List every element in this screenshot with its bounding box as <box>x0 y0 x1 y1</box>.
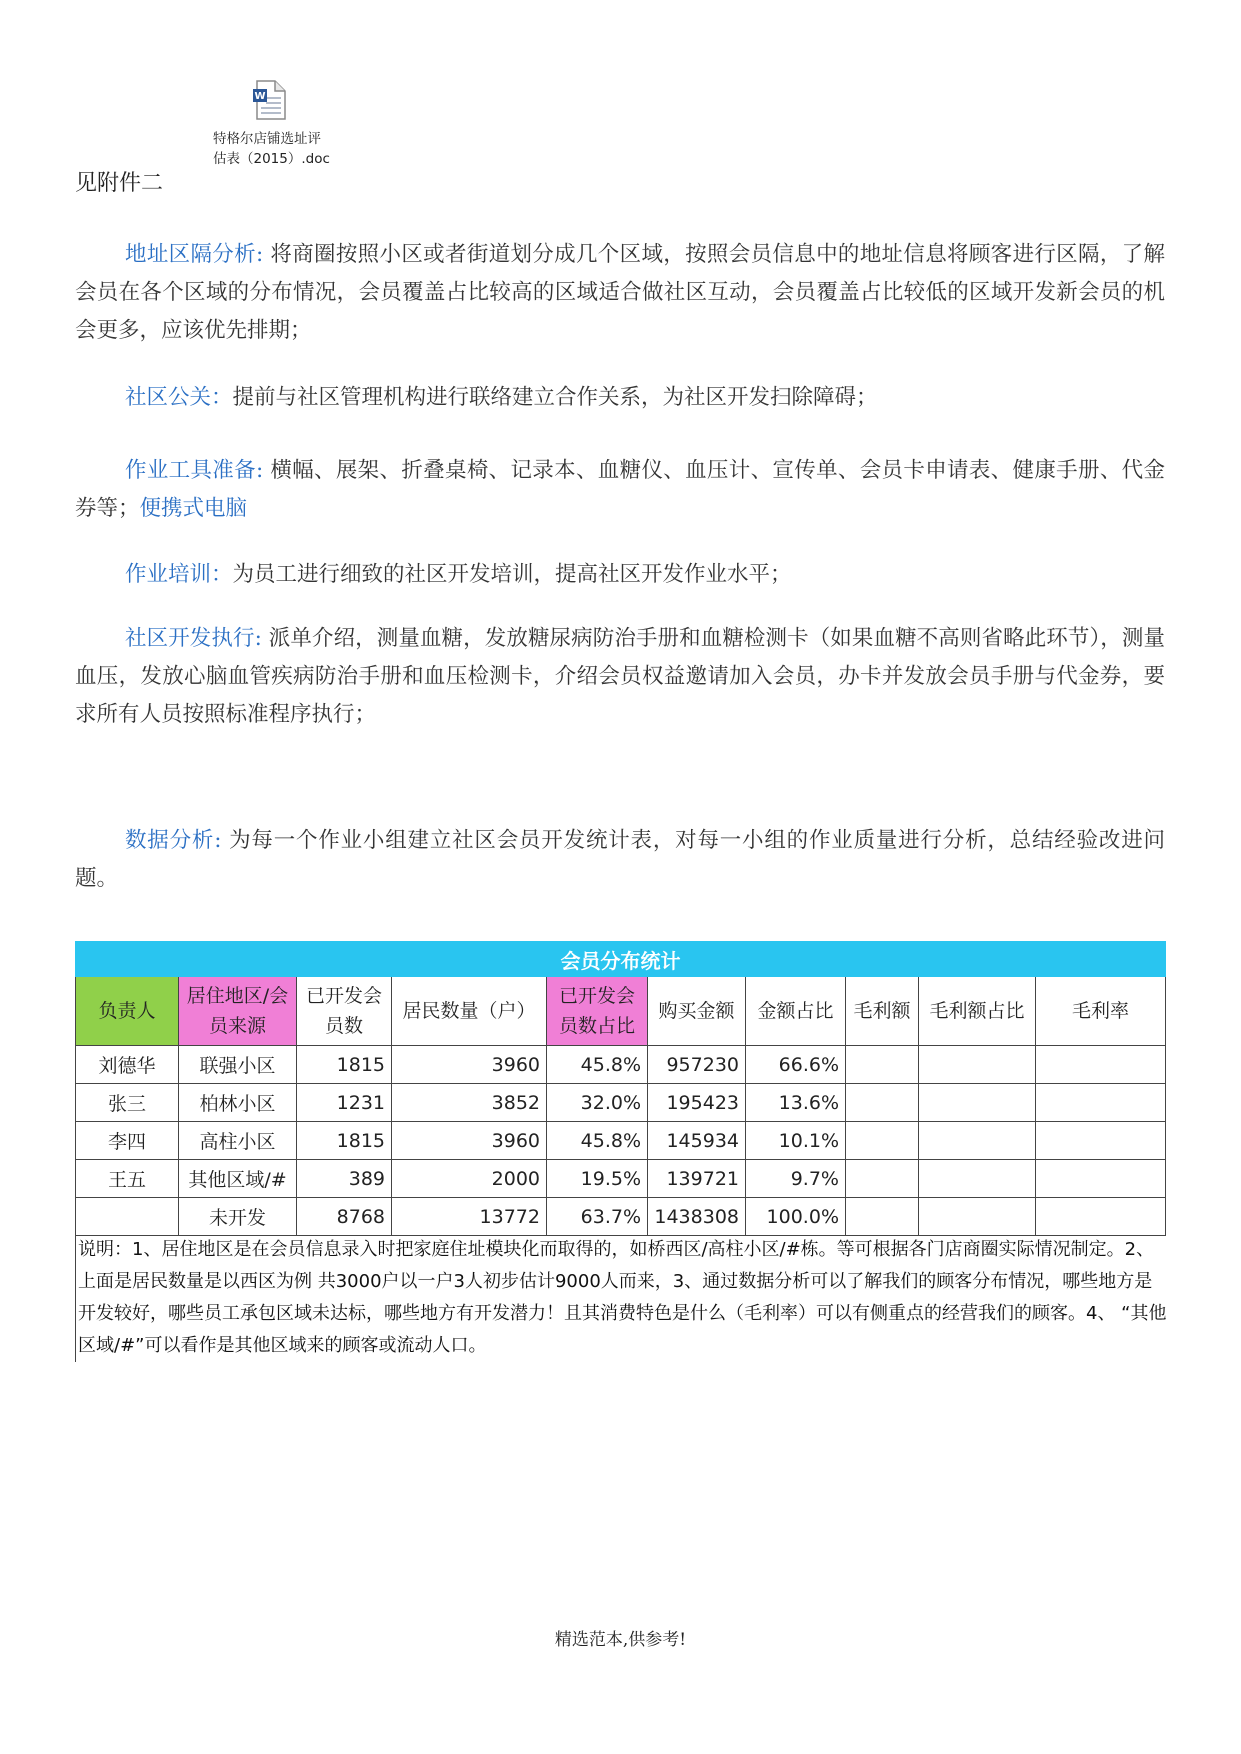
table-cell: 刘德华 <box>76 1046 179 1084</box>
table-cell: 19.5% <box>547 1160 648 1198</box>
table-cell <box>846 1084 919 1122</box>
table-cell: 张三 <box>76 1084 179 1122</box>
table-cell: 1815 <box>297 1122 392 1160</box>
column-header: 金额占比 <box>746 977 846 1046</box>
section-text: 将商圈按照小区或者街道划分成几个区域，按照会员信息中的地址信息将顾客进行区隔，了解会员在各个区域的分布情况，会员覆盖占比较高的区域适合做社区互动，会员覆盖占比较低的区域开发新会员的机会更多，应该优先排期； <box>75 242 1165 343</box>
table-cell: 2000 <box>392 1160 547 1198</box>
section-text: 为每一个作业小组建立社区会员开发统计表，对每一小组的作业质量进行分析，总结经验改进问题。 <box>75 828 1165 891</box>
section-address-analysis <box>75 236 1165 350</box>
table-cell: 389 <box>297 1160 392 1198</box>
svg-text:W: W <box>254 91 266 102</box>
table-row <box>76 1160 1166 1198</box>
member-stats-table <box>75 941 1166 1236</box>
table-cell: 66.6% <box>746 1046 846 1084</box>
table-cell: 李四 <box>76 1122 179 1160</box>
table-cell: 其他区域/# <box>179 1160 297 1198</box>
column-header: 毛利额 <box>846 977 919 1046</box>
section-sep: ： <box>211 385 233 410</box>
column-header: 购买金额 <box>648 977 746 1046</box>
section-sep: : <box>255 242 271 267</box>
section-sep: : <box>255 458 271 483</box>
table-cell: 1815 <box>297 1046 392 1084</box>
table-cell <box>1036 1198 1166 1236</box>
section-data-analysis <box>75 822 1165 898</box>
section-label: 作业培训 <box>125 562 212 587</box>
table-cell: 195423 <box>648 1084 746 1122</box>
table-row <box>76 1046 1166 1084</box>
table-cell: 联强小区 <box>179 1046 297 1084</box>
table-cell <box>76 1198 179 1236</box>
table-cell: 13772 <box>392 1198 547 1236</box>
table-cell: 9.7% <box>746 1160 846 1198</box>
table-cell <box>846 1160 919 1198</box>
table-header-row <box>76 977 1166 1046</box>
column-header: 居民数量（户） <box>392 977 547 1046</box>
table-row <box>76 1122 1166 1160</box>
member-stats-table-wrap <box>75 941 1165 1236</box>
column-header: 负责人 <box>76 977 179 1046</box>
table-cell: 45.8% <box>547 1122 648 1160</box>
page-heading: 见附件二 <box>75 171 164 196</box>
table-cell: 32.0% <box>547 1084 648 1122</box>
table-cell <box>846 1198 919 1236</box>
section-sep: : <box>254 626 269 651</box>
table-cell: 1438308 <box>648 1198 746 1236</box>
table-cell <box>846 1122 919 1160</box>
word-doc-icon <box>253 80 287 120</box>
table-note: 说明：1、居住地区是在会员信息录入时把家庭住址模块化而取得的，如桥西区/高柱小区/#栋。等可根据各门店商圈实际情况制定。2、上面是居民数量是以西区为例 共3000户以一户3人初步估计9000人而来，3、通过数据分析可以了解我们的顾客分布情况，哪些地方是开发较好，哪些员工承包区域未达标，哪些地方有开发潜力！且其消费特色是什么（毛利率）可以有侧重点的经营我们的顾客。4、 “其他区域/#”可以看作是其他区域来的顾客或流动人口。 <box>75 1234 1168 1362</box>
table-cell: 3960 <box>392 1046 547 1084</box>
table-cell: 10.1% <box>746 1122 846 1160</box>
column-header: 已开发会员数占比 <box>547 977 648 1046</box>
section-sep: : <box>214 828 230 853</box>
table-cell <box>919 1122 1036 1160</box>
section-text: 为员工进行细致的社区开发培训，提高社区开发作业水平； <box>232 562 792 587</box>
section-label: 地址区隔分析 <box>125 242 256 267</box>
table-cell <box>1036 1046 1166 1084</box>
table-cell: 高柱小区 <box>179 1122 297 1160</box>
section-label: 数据分析 <box>125 828 215 853</box>
section-label: 社区开发执行 <box>125 626 255 651</box>
table-cell: 13.6% <box>746 1084 846 1122</box>
attachment-name <box>213 129 343 169</box>
table-cell: 王五 <box>76 1160 179 1198</box>
table-cell: 8768 <box>297 1198 392 1236</box>
attachment-name-line2: 估表（2015）.doc <box>213 151 330 167</box>
column-header: 居住地区/会员来源 <box>179 977 297 1046</box>
section-text: 提前与社区管理机构进行联络建立合作关系，为社区开发扫除障碍； <box>232 385 878 410</box>
section-text: 派单介绍，测量血糖，发放糖尿病防治手册和血糖检测卡（如果血糖不高则省略此环节），测量血压，发放心脑血管疾病防治手册和血压检测卡，介绍会员权益邀请加入会员，办卡并发放会员手册与代金券，要求所有人员按照标准程序执行； <box>75 626 1165 727</box>
column-header: 已开发会员数 <box>297 977 392 1046</box>
table-cell: 45.8% <box>547 1046 648 1084</box>
table-cell <box>919 1160 1036 1198</box>
attachment-name-line1: 特格尔店铺选址评 <box>213 131 321 147</box>
table-title: 会员分布统计 <box>76 942 1166 977</box>
table-cell <box>919 1198 1036 1236</box>
section-label: 社区公关 <box>125 385 212 410</box>
section-label: 作业工具准备 <box>125 458 256 483</box>
column-header: 毛利率 <box>1036 977 1166 1046</box>
table-cell: 柏林小区 <box>179 1084 297 1122</box>
table-cell <box>1036 1084 1166 1122</box>
table-cell: 145934 <box>648 1122 746 1160</box>
section-community-pr <box>75 379 1165 417</box>
table-cell <box>1036 1160 1166 1198</box>
table-cell: 139721 <box>648 1160 746 1198</box>
table-cell: 100.0% <box>746 1198 846 1236</box>
section-extra-link[interactable]: 便携式电脑 <box>139 496 248 521</box>
table-cell: 63.7% <box>547 1198 648 1236</box>
table-cell <box>919 1084 1036 1122</box>
table-cell: 1231 <box>297 1084 392 1122</box>
section-execution <box>75 620 1165 734</box>
section-text: 横幅、展架、折叠桌椅、记录本、血糖仪、血压计、宣传单、会员卡申请表、健康手册、代金券等； <box>75 458 1165 521</box>
table-cell <box>1036 1122 1166 1160</box>
section-tools <box>75 452 1165 528</box>
table-cell <box>919 1046 1036 1084</box>
table-cell: 957230 <box>648 1046 746 1084</box>
table-cell: 3852 <box>392 1084 547 1122</box>
table-row <box>76 1198 1166 1236</box>
column-header: 毛利额占比 <box>919 977 1036 1046</box>
table-cell: 3960 <box>392 1122 547 1160</box>
table-cell <box>846 1046 919 1084</box>
section-sep: ： <box>211 562 233 587</box>
section-training <box>75 556 1165 594</box>
page-footer: 精选范本,供参考! <box>554 1630 687 1650</box>
table-row <box>76 1084 1166 1122</box>
table-cell: 未开发 <box>179 1198 297 1236</box>
